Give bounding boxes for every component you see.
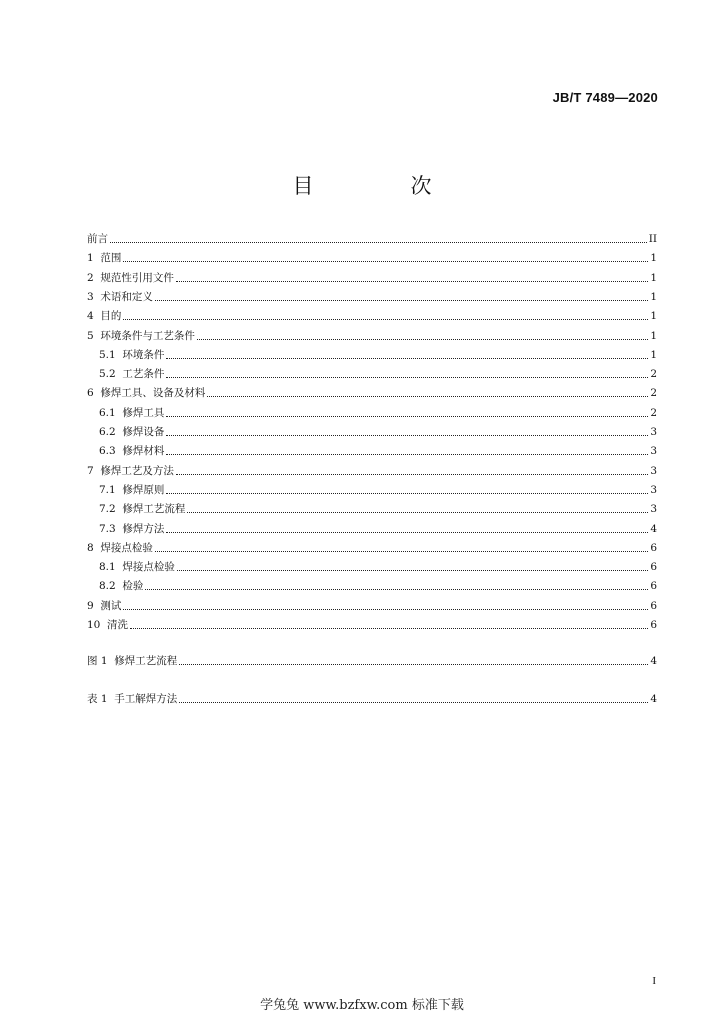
toc-entry-page: 1: [650, 290, 657, 303]
toc-leader-dots: [179, 701, 648, 703]
toc-entry[interactable]: [87, 288, 657, 304]
toc-entry[interactable]: [87, 230, 657, 246]
toc-entry-page: 3: [650, 464, 657, 477]
toc-entry-label: 修焊方法: [122, 522, 165, 535]
toc-entry-label: 修焊设备: [122, 426, 165, 438]
toc-entry-page: 6: [650, 619, 657, 631]
toc-title: 目 次: [292, 174, 470, 198]
toc-leader-dots: [166, 531, 648, 533]
toc-entry-number: 4: [87, 310, 101, 323]
toc-entry-number: 图 1: [87, 655, 115, 668]
toc-entry-page: 4: [650, 692, 657, 705]
toc-entry-page: 6: [650, 580, 657, 593]
toc-entry[interactable]: [87, 404, 657, 420]
toc-entry[interactable]: [87, 327, 657, 343]
toc-entry-number: 5.2: [99, 368, 123, 381]
toc-entry[interactable]: [87, 442, 657, 458]
toc-leader-dots: [166, 492, 648, 494]
toc-entry-page: 1: [650, 252, 657, 265]
toc-entry[interactable]: [87, 346, 657, 362]
toc-entry-page: 3: [650, 483, 657, 496]
toc-entry-label: 规范性引用文件: [100, 271, 174, 284]
toc-entry-label: 焊接点检验: [122, 561, 175, 574]
toc-entry-page: II: [648, 233, 657, 245]
toc-entry-number: 5: [87, 329, 101, 342]
toc-entry-page: 1: [650, 348, 657, 361]
toc-leader-dots: [166, 415, 648, 417]
toc-entry-label: 修焊工艺及方法: [100, 464, 174, 477]
toc-entry-number: 6.3: [99, 445, 123, 458]
toc-entry-label: 焊接点检验: [100, 541, 153, 554]
table-entry[interactable]: [87, 690, 657, 706]
toc-entry-page: 2: [650, 368, 657, 381]
figure-entry[interactable]: [87, 652, 657, 668]
toc-leader-dots: [177, 569, 648, 571]
toc-leader-dots: [197, 338, 648, 340]
toc-entry-page: 3: [650, 426, 657, 438]
toc-entry-label: 修焊工具、设备及材料: [100, 387, 206, 400]
toc-entry[interactable]: [87, 500, 657, 516]
toc-entry-number: 7.2: [99, 503, 123, 516]
toc-entry[interactable]: [87, 307, 657, 323]
toc-entry[interactable]: [87, 481, 657, 497]
toc-entry-number: 2: [87, 271, 101, 284]
toc-entry[interactable]: [87, 249, 657, 265]
toc-entry-label: 环境条件: [122, 348, 165, 361]
toc-entry-page: 2: [650, 406, 657, 419]
toc-entry-number: 6.2: [99, 426, 123, 438]
toc-entry-number: 7.1: [99, 483, 123, 496]
toc-entry[interactable]: [87, 597, 657, 613]
standard-code: JB/T 7489—2020: [552, 90, 658, 105]
toc-leader-dots: [187, 511, 648, 513]
toc-entry-label: 清洗: [107, 619, 129, 631]
toc-leader-dots: [123, 260, 648, 262]
toc-entry-number: 8: [87, 541, 101, 554]
toc-leader-dots: [145, 588, 648, 590]
toc-entry-label: 工艺条件: [122, 368, 165, 381]
toc-entry-page: 6: [650, 599, 657, 612]
toc-entry-page: 1: [650, 329, 657, 342]
toc-entry-page: 1: [650, 271, 657, 284]
toc-entry-label: 前言: [87, 233, 108, 245]
toc-entry-number: 9: [87, 599, 101, 612]
toc-leader-dots: [166, 376, 648, 378]
toc-entry-page: 6: [650, 541, 657, 554]
toc-entry-number: 7.3: [99, 522, 123, 535]
toc-entry-label: 修焊工具: [122, 406, 165, 419]
toc-entry-label: 修焊工艺流程: [114, 655, 178, 668]
toc-entry-label: 范围: [100, 252, 122, 265]
toc-entry[interactable]: [87, 577, 657, 593]
toc-entry-page: 1: [650, 310, 657, 323]
toc-entry[interactable]: [87, 462, 657, 478]
toc-leader-dots: [123, 318, 648, 320]
toc-entry[interactable]: [87, 269, 657, 285]
toc-entry[interactable]: [87, 423, 657, 439]
toc-entry[interactable]: [87, 558, 657, 574]
toc-leader-dots: [176, 280, 648, 282]
toc-entry-label: 目的: [100, 310, 122, 323]
toc-leader-dots: [179, 663, 648, 665]
toc-leader-dots: [110, 241, 647, 243]
toc-entry-label: 手工解焊方法: [114, 692, 178, 705]
toc-entry-number: 6: [87, 387, 101, 400]
toc-entry-number: 表 1: [87, 692, 115, 705]
toc-entry-number: 8.1: [99, 561, 123, 574]
toc-entry-number: 3: [87, 290, 101, 303]
toc-entry-page: 4: [650, 655, 657, 668]
toc-leader-dots: [155, 550, 648, 552]
toc-entry-number: 8.2: [99, 580, 123, 593]
toc-entry-page: 3: [650, 503, 657, 516]
toc-entry-page: 3: [650, 445, 657, 458]
toc-entry-page: 2: [650, 387, 657, 400]
toc-leader-dots: [155, 299, 648, 301]
toc-leader-dots: [207, 395, 648, 397]
toc-entry-label: 修焊原则: [122, 483, 165, 496]
toc-leader-dots: [166, 453, 648, 455]
toc-leader-dots: [123, 608, 648, 610]
toc-entry[interactable]: [87, 365, 657, 381]
toc-entry[interactable]: [87, 520, 657, 536]
toc-entry-label: 修焊工艺流程: [122, 503, 186, 516]
toc-entry[interactable]: [87, 539, 657, 555]
toc-entry-number: 1: [87, 252, 101, 265]
toc-leader-dots: [166, 357, 648, 359]
watermark: 学兔兔 www.bzfxw.com 标准下载: [260, 998, 464, 1013]
toc-entry-number: 6.1: [99, 406, 123, 419]
toc-entry-label: 测试: [100, 599, 122, 612]
page-number: I: [652, 975, 656, 987]
toc-leader-dots: [176, 473, 648, 475]
toc-entry-label: 环境条件与工艺条件: [100, 329, 195, 342]
toc-entry-number: 7: [87, 464, 101, 477]
toc-leader-dots: [166, 434, 648, 436]
toc-entry-label: 检验: [122, 580, 144, 593]
toc-leader-dots: [130, 627, 648, 629]
toc-entry[interactable]: [87, 616, 657, 632]
toc-entry-number: 5.1: [99, 348, 123, 361]
toc-entry-number: 10: [87, 619, 108, 631]
toc-entry-page: 6: [650, 561, 657, 574]
toc-entry-label: 术语和定义: [100, 290, 153, 303]
toc-entry-label: 修焊材料: [122, 445, 165, 458]
toc-entry[interactable]: [87, 384, 657, 400]
toc-entry-page: 4: [650, 522, 657, 535]
